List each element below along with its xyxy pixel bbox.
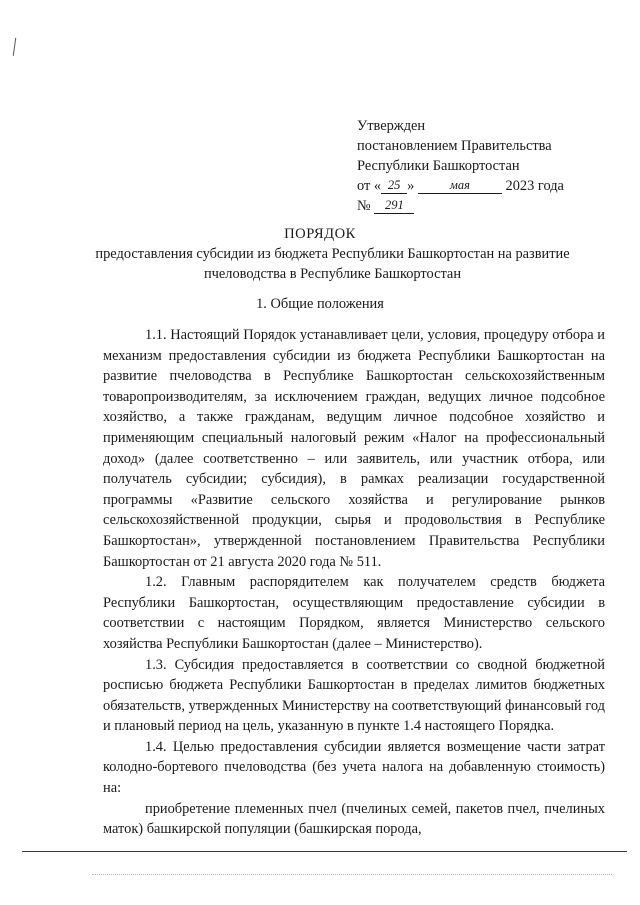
- margin-pen-mark: [13, 38, 18, 56]
- scan-artifact-line: [92, 874, 612, 875]
- date-year: 2023 года: [505, 178, 564, 194]
- document-body: [103, 325, 605, 840]
- date-day-field: 25: [381, 178, 407, 194]
- approval-line-3: Республики Башкортостан: [357, 158, 520, 174]
- paragraph-1-4: 1.4. Целью предоставления субсидии является возмещение части затрат колодно-бортевого пчеловодства (без учета налога на добавленную стоимость) на:: [103, 738, 605, 797]
- approval-line-1: Утвержден: [357, 118, 426, 134]
- footer-divider: [22, 851, 627, 852]
- approval-block: [357, 116, 564, 216]
- number-field: 291: [374, 198, 414, 214]
- date-prefix: от «: [357, 178, 382, 194]
- approval-number: [357, 196, 564, 216]
- approval-date: [357, 176, 564, 196]
- approval-line-2: постановлением Правительства: [357, 138, 552, 154]
- section-heading: 1. Общие положения: [256, 296, 384, 312]
- date-month-field: мая: [418, 178, 502, 194]
- date-mid: »: [407, 178, 415, 194]
- paragraph-1-1: 1.1. Настоящий Порядок устанавливает цели, условия, процедуру отбора и механизм предоставления субсидии из бюджета Республики Башкортостан на развитие пчеловодства в Республике Башкортостан сельскохозяйственным товаропроизводителям, за исключением граждан, ведущих личное подсобное хозяйство, а также гражданам, ведущим личное подсобное хозяйство и применяющим специальный налоговый режим «Налог на профессиональный доход» (далее соответственно – или заявитель, или участник отбора, или получатель субсидии; субсидия), в рамках реализации государственной программы «Развитие сельского хозяйства и регулирование рынков сельскохозяйственной продукции, сырья и продовольствия в Республике Башкортостан», утвержденной постановлением Правительства Республики Башкортостан от 21 августа 2020 года № 511.: [103, 327, 605, 570]
- number-prefix: №: [357, 198, 371, 214]
- paragraph-1-3: 1.3. Субсидия предоставляется в соответствии со сводной бюджетной росписью бюджета Республики Башкортостан в пределах лимитов бюджетных обязательств, утвержденных Министерству на соответствующий финансовый год и плановый период на цель, указанную в пункте 1.4 настоящего Порядка.: [103, 656, 605, 735]
- document-title: ПОРЯДОК: [284, 226, 356, 242]
- document-subtitle: предоставления субсидии из бюджета Республики Башкортостан на развитие пчеловодства в Республике Башкортостан: [95, 246, 570, 282]
- paragraph-1-4-item: приобретение племенных пчел (пчелиных семей, пакетов пчел, пчелиных маток) башкирской популяции (башкирская порода,: [103, 800, 605, 838]
- paragraph-1-2: 1.2. Главным распорядителем как получателем средств бюджета Республики Башкортостан, осуществляющим предоставление субсидии в соответствии с настоящим Порядком, является Министерство сельского хозяйства Республики Башкортостан (далее – Министерство).: [103, 574, 605, 652]
